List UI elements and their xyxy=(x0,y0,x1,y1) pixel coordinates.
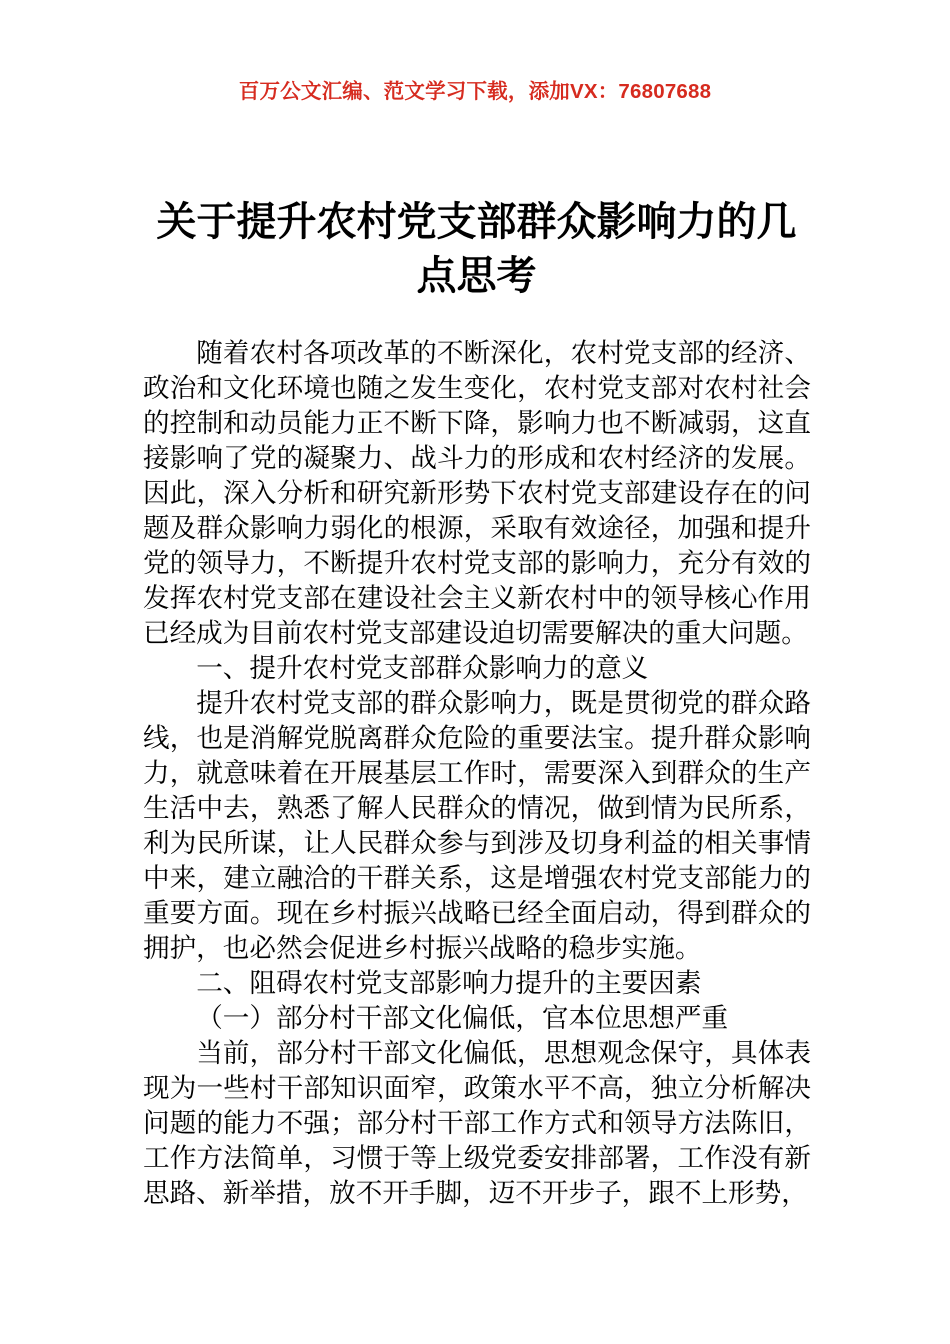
paragraph-intro: 随着农村各项改革的不断深化，农村党支部的经济、政治和文化环境也随之发生变化，农村党支部对农村社会的控制和动员能力正不断下降，影响力也不断减弱，这直接影响了党的凝聚力、战斗力的形成和农村经济的发展。因此，深入分析和研究新形势下农村党支部建设存在的问题及群众影响力弱化的根源，采取有效途径，加强和提升党的领导力，不断提升农村党支部的影响力，充分有效的发挥农村党支部在建设社会主义新农村中的领导核心作用已经成为目前农村党支部建设迫切需要解决的重大问题。 xyxy=(143,338,811,648)
section-heading-1: 一、提升农村党支部群众影响力的意义 xyxy=(196,653,649,683)
document-title: 关于提升农村党支部群众影响力的几点思考 xyxy=(156,199,797,298)
document-body xyxy=(143,336,811,1211)
section-heading-2: 二、阻碍农村党支部影响力提升的主要因素 xyxy=(196,968,702,998)
paragraph-section-1-body: 提升农村党支部的群众影响力，既是贯彻党的群众路线，也是消解党脱离群众危险的重要法宝。提升群众影响力，就意味着在开展基层工作时，需要深入到群众的生产生活中去，熟悉了解人民群众的情况，做到情为民所系，利为民所谋，让人民群众参与到涉及切身利益的相关事情中来，建立融洽的干群关系，这是增强农村党支部能力的重要方面。现在乡村振兴战略已经全面启动，得到群众的拥护，也必然会促进乡村振兴战略的稳步实施。 xyxy=(143,688,811,963)
promo-watermark-header: 百万公文汇编、范文学习下载，添加VX：76807688 xyxy=(238,80,712,103)
paragraph-subsection-2-1-body: 当前，部分村干部文化偏低，思想观念保守，具体表现为一些村干部知识面窄，政策水平不高，独立分析解决问题的能力不强；部分村干部工作方式和领导方法陈旧，工作方法简单，习惯于等上级党委安排部署，工作没有新思路、新举措，放不开手脚，迈不开步子，跟不上形势， xyxy=(143,1038,811,1208)
subsection-heading-2-1: （一）部分村干部文化偏低，官本位思想严重 xyxy=(196,1003,729,1033)
